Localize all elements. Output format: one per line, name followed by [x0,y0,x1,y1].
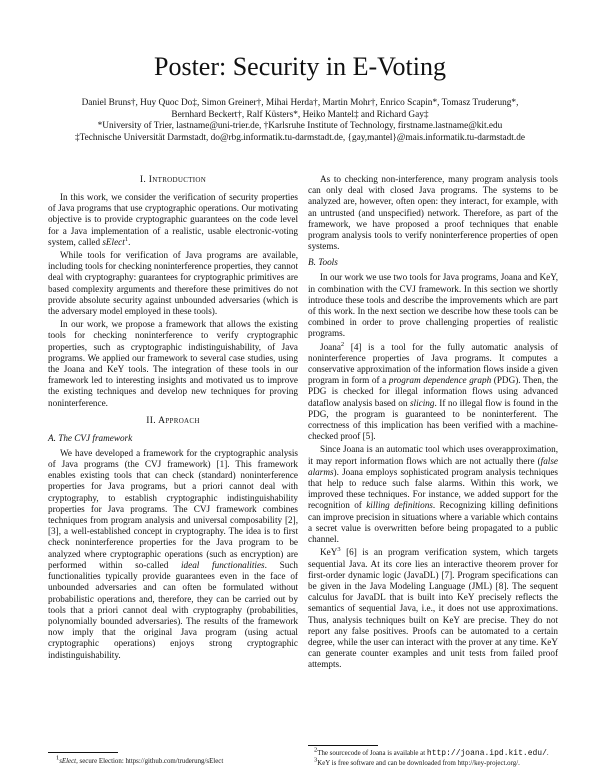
author-line-1: Daniel Bruns†, Huy Quoc Do‡, Simon Greiner†, Mihai Herda†, Martin Mohr†, Enrico Scapin*, Tomasz Truderung*, [81,98,519,108]
key-paragraph: KeY$^3$ [6] is an program verification system, which targets sequential Java. At its core lies an interactive theorem prover for first-order dynamic logic (JavaDL) [7]. Program specifications can be given in the Java Modeling Language (JML) [8]. The sequent calculus for JavaDL that is built into KeY precisely reflects the semantics of sequential Java, i.e., it does not use approximations. Thus, analysis techniques built on KeY are precise. They do not report any false positives. Proofs can be automated to a certain degree, while the user can interact with the prover at any time. KeY can generate counter examples and unit tests from failed proof attempts. [308,546,558,670]
affiliation-line-2: ‡Technische Universität Darmstadt, do@rbg.informatik.tu-darmstadt.de, {gay,mantel}@mais.informatik.tu-darmstadt.de [74,132,525,143]
section-heading-introduction: I. Introduction [139,174,207,185]
author-line-2: Bernhard Beckert†, Ralf Küsters*, Heiko Mantel‡ and Richard Gay‡ [171,109,429,120]
intro-paragraph-3: In our work, we propose a framework that allows the existing tools for checking noninterference to verify cryptographic properties, such as cryptographic indistinguishability, of Java programs. We applied our framework to several case studies, using the Joana and KeY tools. The integration of these tools in our framework led to interesting insights and motivated us to improve the existing techniques and develop new techniques for proving noninterference. [48,319,298,408]
author-block [40,98,560,144]
intro-paragraph-1: In this work, we consider the verification of security properties of Java programs that use cryptographic operations. Our motivating objective is to provide cryptographic guarantees on the code level for a Java implementation of a realistic, usable electronic-voting system, called sElect$^1$. [48,192,298,247]
tools-intro-paragraph: In our work we use two tools for Java programs, Joana and KeY, in combination with the CVJ framework. In this section we shortly introduce these tools and describe the improvements which are part of this work. In the next section we describe how these tools can be combined in order to prove challenging properties of realistic programs. [308,272,558,339]
cvj-paragraph: We have developed a framework for the cryptographic analysis of Java programs (the CVJ framework) [1]. This framework enables existing tools that can check (standard) noninterference properties for Java programs, but a priori cannot deal with cryptography, to establish cryptographic indistinguishability properties for Java programs. The CVJ framework combines techniques from program analysis and universal composability [2], [3], a well-established concept in cryptography. The idea is to first check noninterference properties for the Java program to be analyzed where cryptographic operations (such as encryption) are performed within so-called ideal functionalities. Such functionalities typically provide guarantees even in the face of unbounded adversaries and can often be formulated without probabilistic operations and, therefore, they can be carried out by tools that a priori cannot deal with cryptography (probabilities, polynomially bounded adversaries). The results of the framework now imply that the original Java program (using actual cryptographic operations) enjoys strong cryptographic indistinguishability. [48,447,298,660]
subsection-heading-cvj: A. The CVJ framework [48,432,133,443]
intro-paragraph-2: While tools for verification of Java programs are available, including tools for checking noninterference properties, they cannot deal with cryptography: guarantees for cryptographic primitives are based complexity arguments and therefore these primitives do not provide absolute security against unbounded adversaries (which is the adversary model employed in these tools). [48,250,298,317]
subsection-heading-tools: B. Tools [308,257,338,268]
affiliation-line-1: *University of Trier, lastname@uni-trier.de, †Karlsruhe Institute of Technology, firstname.lastname@kit.edu [97,121,503,131]
joana-paragraph: Joana$^2$ [4] is a tool for the fully automatic analysis of noninterference properties of Java programs. It computes a conservative approximation of the information flows inside a given program in form of a program dependence graph (PDG). Then, the PDG is checked for illegal information flows using advanced dataflow analysis based on slicing. If no illegal flow is found in the PDG, the program is guaranteed to be noninterferent. The correctness of this implication has been verified with a machine-checked proof [5]. [308,340,558,442]
false-alarms-paragraph: Since Joana is an automatic tool which uses overapproximation, it may report information flows which are not actually there (false alarms). Joana employs sophisticated program analysis techniques that help to reduce such false alarms. Within this work, we improved these techniques. For instance, we added support for the recognition of killing definitions. Recognizing killing definitions can improve precision in situations where a variable which contains a secret value is overwritten before being propagated to a public channel. [308,444,558,545]
footnote-2: 2The sourcecode of Joana is available at http://joana.ipd.kit.edu/. [314,746,549,758]
footnote-3: 3KeY is free software and can be downloaded from http://key-project.org/. [314,756,520,767]
section-heading-approach: II. Approach [146,414,200,426]
left-column [48,174,298,661]
footnote-rule-left [48,752,118,753]
open-systems-paragraph: As to checking non-interference, many program analysis tools can only deal with closed Java programs. The systems to be analyzed are, however, often open: they interact, for example, with an untrusted (and unspecified) network. Therefore, as part of the framework, we have proposed a proof techniques that enable program analysis tools to verify noninterference properties of open systems. [308,174,558,252]
right-column [308,174,558,671]
footnote-1: 1sElect, secure Election: https://github.com/truderung/sElect [56,754,224,765]
footnote-rule-right [308,745,378,746]
paper-title: Poster: Security in E-Voting [153,52,446,81]
